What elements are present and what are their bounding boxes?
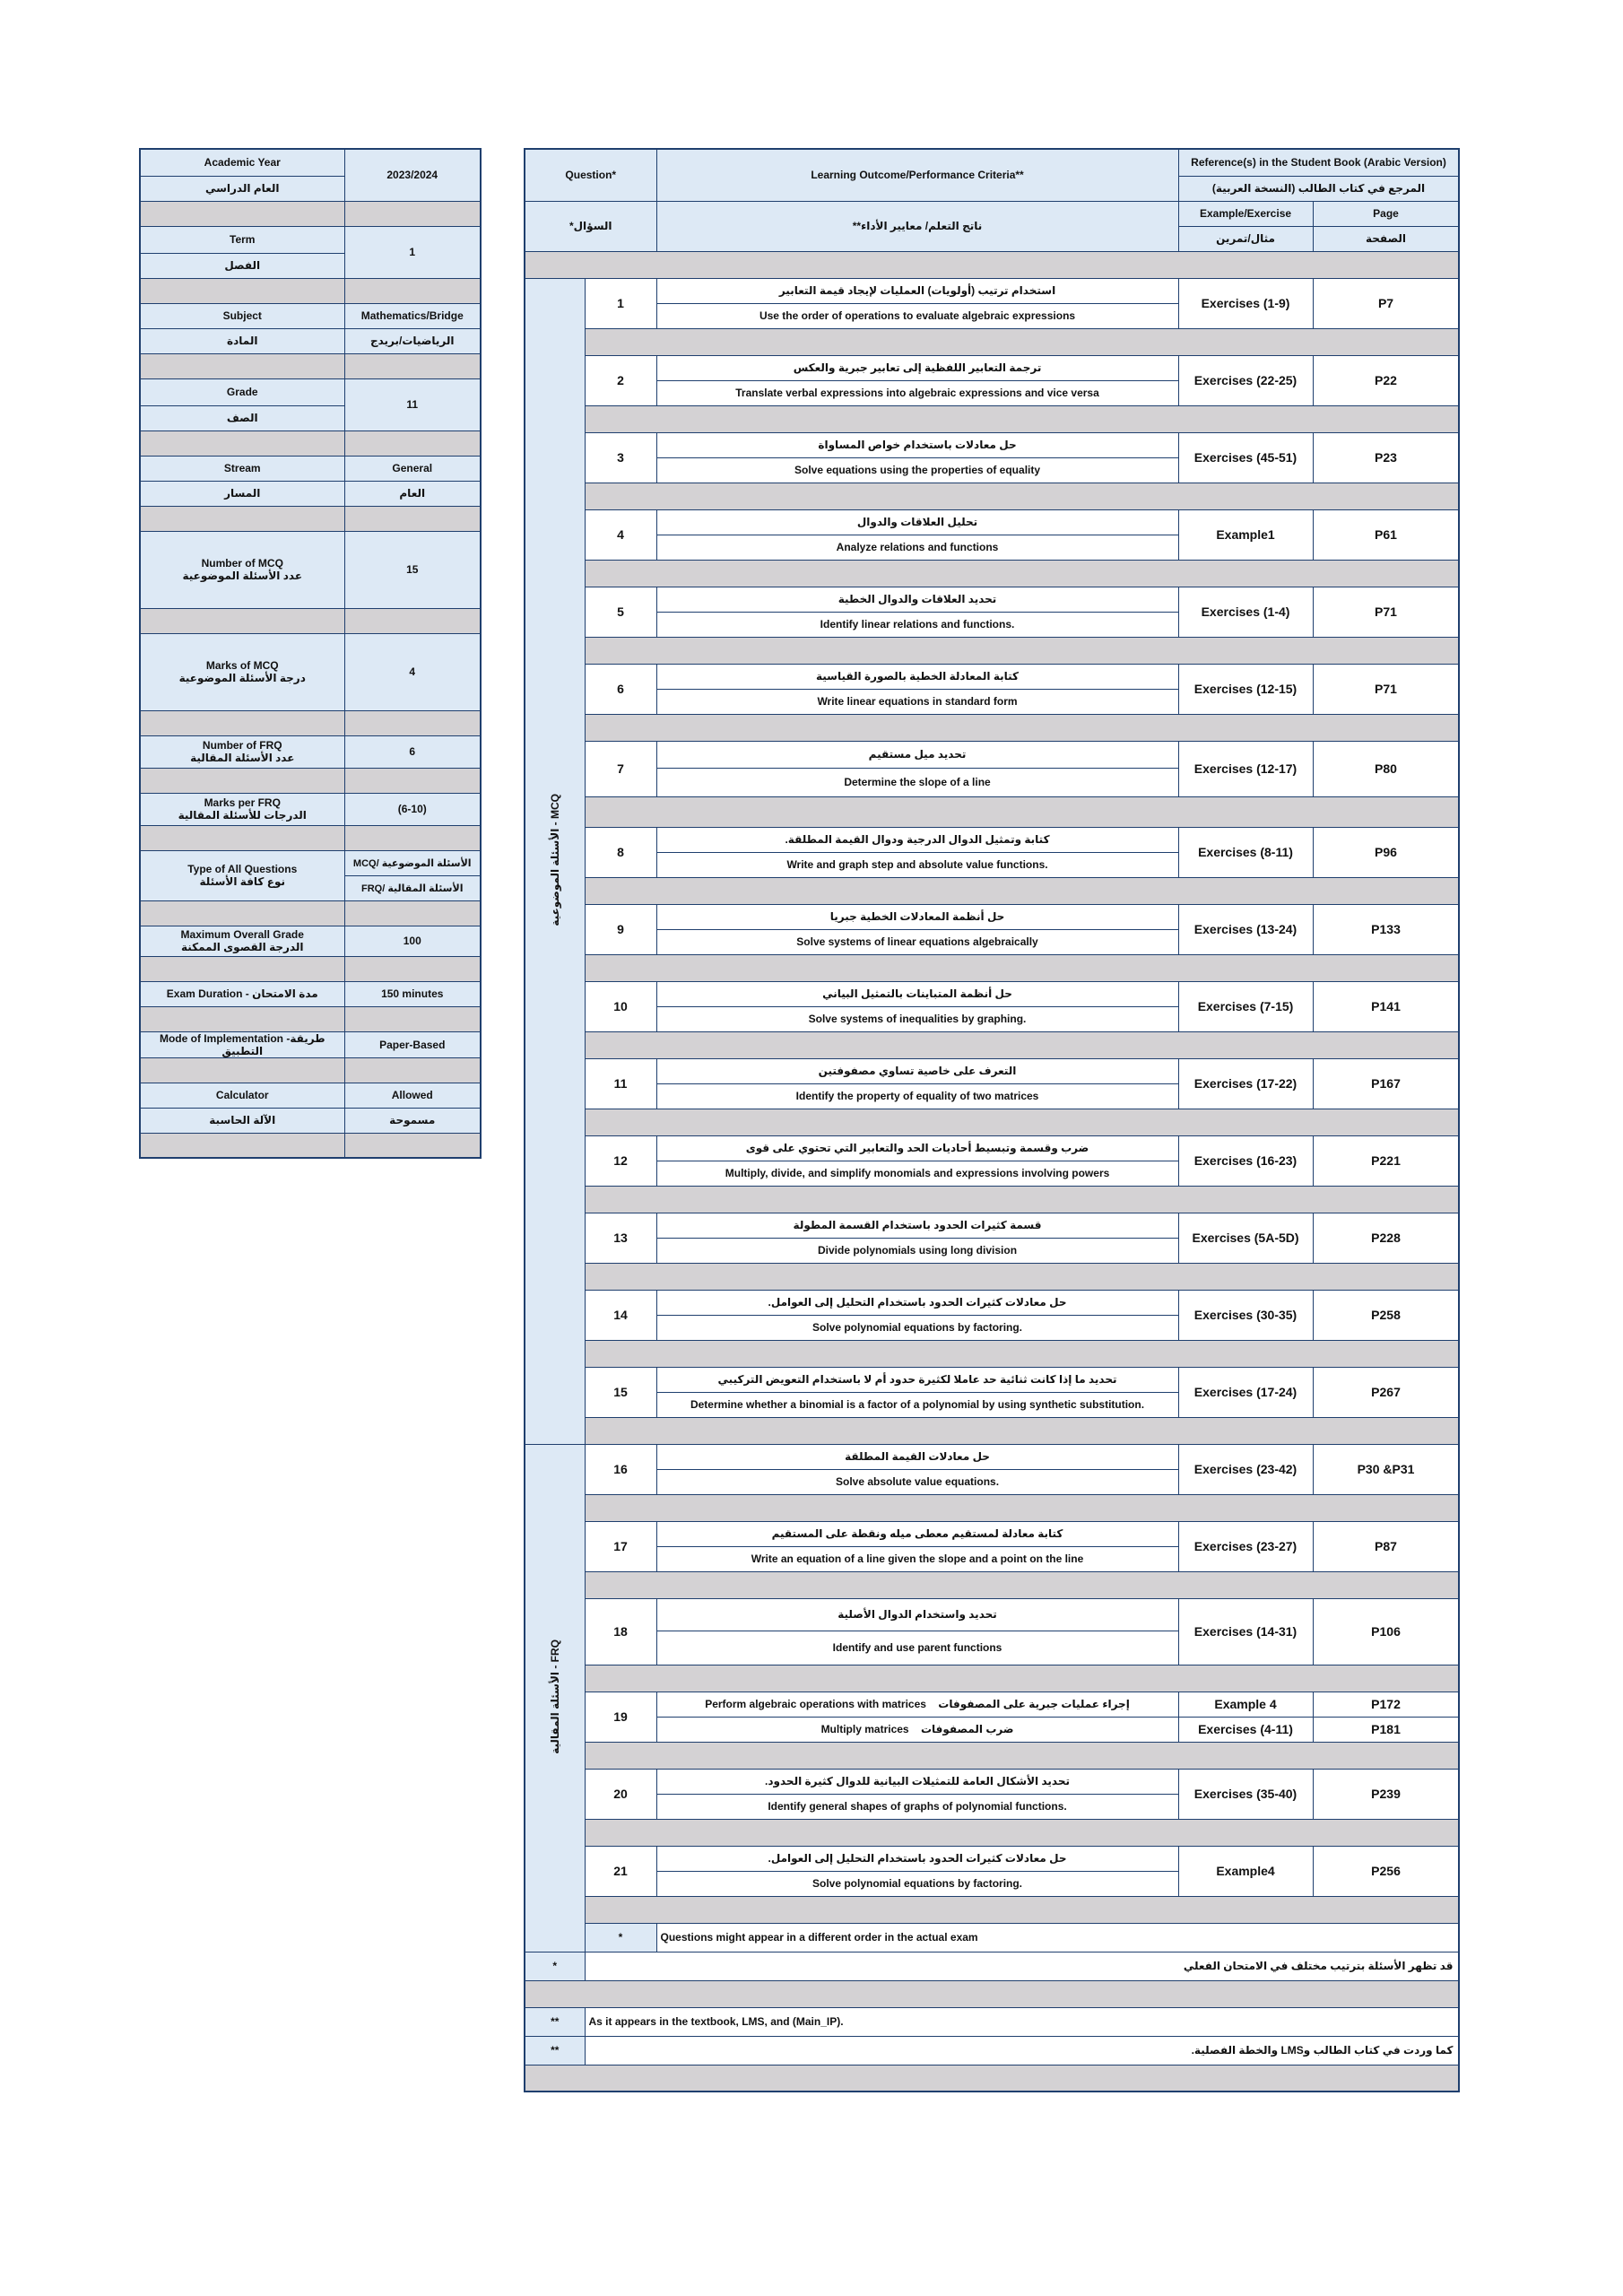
question-type-mcq: الأسئلة الموضوعية /MCQ <box>344 850 481 875</box>
reference-exercise: Exercises (7-15) <box>1178 981 1313 1031</box>
mode-value: Paper-Based <box>344 1031 481 1057</box>
calculator-label-ar: الآلة الحاسبة <box>140 1108 344 1133</box>
question-type-label: Type of All Questions نوع كافة الأسئلة <box>140 850 344 900</box>
outcome-ar: حل أنظمة المتباينات بالتمثيل البياني <box>656 981 1178 1006</box>
outcome-ar: ضرب وقسمة وتبسيط أحاديات الحد والتعابير التي تحتوي على قوى <box>656 1135 1178 1161</box>
reference-exercise: Exercises (23-42) <box>1178 1444 1313 1494</box>
outcome-en: Perform algebraic operations with matrices <box>705 1698 926 1710</box>
reference-page: P172 <box>1313 1692 1459 1717</box>
frq-number-label: Number of FRQ عدد الأسئلة المقالية <box>140 735 344 768</box>
question-number: 17 <box>585 1521 656 1571</box>
max-grade-value: 100 <box>344 926 481 956</box>
outcome-en: Write and graph step and absolute value functions. <box>656 852 1178 877</box>
grade-label: Grade <box>140 378 344 405</box>
reference-page: P71 <box>1313 587 1459 637</box>
question-number: 20 <box>585 1769 656 1819</box>
question-number: 3 <box>585 432 656 483</box>
note-marker: ** <box>525 2007 585 2036</box>
example-header-ar: مثال/تمرين <box>1178 226 1313 251</box>
outcome-header-ar: ناتج التعلم/ معايير الأداء** <box>656 201 1178 251</box>
note-source-en: As it appears in the textbook, LMS, and (Main_IP). <box>585 2007 1459 2036</box>
outcome-ar: كتابة المعادلة الخطية بالصورة القياسية <box>656 664 1178 689</box>
grade-value: 11 <box>344 378 481 430</box>
note-marker: * <box>525 1952 585 1980</box>
question-number: 16 <box>585 1444 656 1494</box>
question-number: 19 <box>585 1692 656 1742</box>
reference-page: P30 &P31 <box>1313 1444 1459 1494</box>
outcome-en: Use the order of operations to evaluate algebraic expressions <box>656 303 1178 328</box>
page-header: Page <box>1313 201 1459 226</box>
reference-page: P228 <box>1313 1213 1459 1263</box>
outcome-ar: ترجمة التعابير اللفظية إلى تعابير جبرية والعكس <box>656 355 1178 380</box>
mcq-number-label: Number of MCQ عدد الأسئلة الموضوعية <box>140 531 344 608</box>
outcome-en: Multiply, divide, and simplify monomials and expressions involving powers <box>656 1161 1178 1186</box>
reference-exercise: Exercises (30-35) <box>1178 1290 1313 1340</box>
mcq-section-label: الأسئلة الموضوعية - MCQ <box>548 793 561 926</box>
outcome-ar: تحديد ميل مستقيم <box>656 741 1178 768</box>
exam-info-table <box>139 148 482 1159</box>
reference-page: P71 <box>1313 664 1459 714</box>
outcome-ar: تحديد ما إذا كانت ثنائية حد عاملا لكثيرة حدود أم لا باستخدام التعويض التركيبي <box>656 1367 1178 1392</box>
reference-page: P256 <box>1313 1846 1459 1896</box>
reference-exercise: Exercises (1-4) <box>1178 587 1313 637</box>
reference-exercise: Exercises (17-24) <box>1178 1367 1313 1417</box>
outcome-ar: تحديد واستخدام الدوال الأصلية <box>656 1598 1178 1631</box>
outcome-en: Write linear equations in standard form <box>656 689 1178 714</box>
question-number: 21 <box>585 1846 656 1896</box>
frq-marks-value: (6-10) <box>344 793 481 825</box>
reference-page: P61 <box>1313 509 1459 560</box>
reference-page: P106 <box>1313 1598 1459 1665</box>
example-header: Example/Exercise <box>1178 201 1313 226</box>
frq-section <box>525 1444 585 1952</box>
outcome-ar: كتابة وتمثيل الدوال الدرجية ودوال القيمة المطلقة. <box>656 827 1178 852</box>
grade-label-ar: الصف <box>140 405 344 430</box>
reference-exercise: Exercises (12-17) <box>1178 741 1313 796</box>
reference-exercise: Exercises (23-27) <box>1178 1521 1313 1571</box>
question-number: 9 <box>585 904 656 954</box>
reference-page: P7 <box>1313 278 1459 328</box>
outcome-ar: تحديد العلاقات والدوال الخطية <box>656 587 1178 612</box>
mcq-section <box>525 278 585 1444</box>
outcome-en: Multiply matrices <box>820 1723 909 1735</box>
reference-exercise: Example 4 <box>1178 1692 1313 1717</box>
reference-page: P181 <box>1313 1717 1459 1742</box>
stream-value: General <box>344 456 481 481</box>
outcome-en: Write an equation of a line given the slope and a point on the line <box>656 1546 1178 1571</box>
reference-exercise: Exercises (12-15) <box>1178 664 1313 714</box>
question-number: 13 <box>585 1213 656 1263</box>
outcome-header: Learning Outcome/Performance Criteria** <box>656 149 1178 201</box>
mode-label: Mode of Implementation -طريقة التطبيق <box>140 1031 344 1057</box>
question-header: Question* <box>525 149 656 201</box>
subject-value: Mathematics/Bridge <box>344 303 481 328</box>
outcome-en: Solve systems of linear equations algebraically <box>656 929 1178 954</box>
question-number: 2 <box>585 355 656 405</box>
outcome-en: Solve polynomial equations by factoring. <box>656 1871 1178 1896</box>
outcome-ar: حل معادلات كثيرات الحدود باستخدام التحليل إلى العوامل. <box>656 1290 1178 1315</box>
question-number: 14 <box>585 1290 656 1340</box>
reference-exercise: Exercises (5A-5D) <box>1178 1213 1313 1263</box>
outcome-en: Solve equations using the properties of equality <box>656 457 1178 483</box>
outcome-en: Divide polynomials using long division <box>656 1238 1178 1263</box>
question-number: 5 <box>585 587 656 637</box>
outcome-en: Translate verbal expressions into algebraic expressions and vice versa <box>656 380 1178 405</box>
duration-label: Exam Duration - مدة الامتحان <box>140 981 344 1006</box>
note-source-ar: كما وردت في كتاب الطالب وLMS والخطة الفصلية. <box>585 2036 1459 2065</box>
term-label-ar: الفصل <box>140 253 344 278</box>
outcome-q19-row2 <box>656 1717 1178 1742</box>
outcome-ar: تحديد الأشكال العامة للتمثيلات البيانية للدوال كثيرة الحدود. <box>656 1769 1178 1794</box>
mcq-number-value: 15 <box>344 531 481 608</box>
academic-year-value: 2023/2024 <box>344 149 481 201</box>
outcome-ar: استخدام ترتيب (أولويات) العمليات لإيجاد قيمة التعابير <box>656 278 1178 303</box>
reference-page: P22 <box>1313 355 1459 405</box>
subject-value-ar: الرياضيات/بريدج <box>344 328 481 353</box>
outcome-en: Analyze relations and functions <box>656 535 1178 560</box>
outcome-en: Determine whether a binomial is a factor of a polynomial by using synthetic substitution. <box>656 1392 1178 1417</box>
learning-outcomes-table <box>524 148 1460 2092</box>
reference-page: P141 <box>1313 981 1459 1031</box>
reference-exercise: Exercises (1-9) <box>1178 278 1313 328</box>
outcome-en: Identify and use parent functions <box>656 1631 1178 1665</box>
note-marker: * <box>585 1923 656 1952</box>
reference-exercise: Exercises (13-24) <box>1178 904 1313 954</box>
reference-exercise: Exercises (22-25) <box>1178 355 1313 405</box>
outcome-q19-row1 <box>656 1692 1178 1717</box>
academic-year-label: Academic Year <box>140 149 344 176</box>
question-number: 18 <box>585 1598 656 1665</box>
reference-page: P87 <box>1313 1521 1459 1571</box>
outcome-ar: التعرف على خاصية تساوي مصفوفتين <box>656 1058 1178 1083</box>
reference-exercise: Exercises (17-22) <box>1178 1058 1313 1109</box>
question-number: 1 <box>585 278 656 328</box>
outcome-ar: ضرب المصفوفات <box>920 1723 1014 1735</box>
question-number: 15 <box>585 1367 656 1417</box>
reference-page: P133 <box>1313 904 1459 954</box>
mcq-marks-value: 4 <box>344 633 481 710</box>
calculator-value-ar: مسموحة <box>344 1108 481 1133</box>
reference-page: P239 <box>1313 1769 1459 1819</box>
reference-exercise: Exercises (45-51) <box>1178 432 1313 483</box>
question-type-frq: الأسئلة المقالية /FRQ <box>344 875 481 900</box>
reference-page: P167 <box>1313 1058 1459 1109</box>
reference-page: P258 <box>1313 1290 1459 1340</box>
subject-label: Subject <box>140 303 344 328</box>
page-header-ar: الصفحة <box>1313 226 1459 251</box>
subject-label-ar: المادة <box>140 328 344 353</box>
outcome-ar: حل معادلات القيمة المطلقة <box>656 1444 1178 1469</box>
question-number: 12 <box>585 1135 656 1186</box>
note-order-en: Questions might appear in a different order in the actual exam <box>656 1923 1459 1952</box>
term-label: Term <box>140 226 344 253</box>
outcome-ar: حل معادلات كثيرات الحدود باستخدام التحليل إلى العوامل. <box>656 1846 1178 1871</box>
reference-header: Reference(s) in the Student Book (Arabic Version) <box>1178 149 1459 176</box>
question-number: 4 <box>585 509 656 560</box>
outcome-en: Identify general shapes of graphs of polynomial functions. <box>656 1794 1178 1819</box>
stream-label-ar: المسار <box>140 481 344 506</box>
frq-marks-label: Marks per FRQ الدرجات للأسئلة المقالية <box>140 793 344 825</box>
reference-exercise: Exercises (16-23) <box>1178 1135 1313 1186</box>
outcome-ar: إجراء عمليات جبرية على المصفوفات <box>938 1698 1130 1710</box>
note-order-ar: قد تظهر الأسئلة بترتيب مختلف في الامتحان الفعلي <box>585 1952 1459 1980</box>
term-value: 1 <box>344 226 481 278</box>
question-number: 11 <box>585 1058 656 1109</box>
question-header-ar: السؤال* <box>525 201 656 251</box>
reference-exercise: Exercises (35-40) <box>1178 1769 1313 1819</box>
outcome-ar: كتابة معادلة لمستقيم معطى ميله ونقطة على المستقيم <box>656 1521 1178 1546</box>
reference-page: P96 <box>1313 827 1459 877</box>
duration-value: 150 minutes <box>344 981 481 1006</box>
outcome-en: Solve systems of inequalities by graphing. <box>656 1006 1178 1031</box>
reference-page: P221 <box>1313 1135 1459 1186</box>
outcome-ar: قسمة كثيرات الحدود باستخدام القسمة المطولة <box>656 1213 1178 1238</box>
outcome-en: Solve polynomial equations by factoring. <box>656 1315 1178 1340</box>
outcome-ar: حل أنظمة المعادلات الخطية جبريا <box>656 904 1178 929</box>
reference-exercise: Exercises (14-31) <box>1178 1598 1313 1665</box>
academic-year-label-ar: العام الدراسي <box>140 176 344 201</box>
question-number: 10 <box>585 981 656 1031</box>
stream-value-ar: العام <box>344 481 481 506</box>
mcq-marks-label: Marks of MCQ درجة الأسئلة الموضوعية <box>140 633 344 710</box>
outcome-en: Identify linear relations and functions. <box>656 612 1178 637</box>
question-number: 8 <box>585 827 656 877</box>
note-marker: ** <box>525 2036 585 2065</box>
frq-section-label: الأسئلة المقالية - FRQ <box>548 1639 561 1754</box>
reference-page: P23 <box>1313 432 1459 483</box>
reference-page: P80 <box>1313 741 1459 796</box>
reference-header-ar: المرجع في كتاب الطالب (النسخة العربية) <box>1178 176 1459 201</box>
outcome-ar: تحليل العلاقات والدوال <box>656 509 1178 535</box>
reference-exercise: Exercises (4-11) <box>1178 1717 1313 1742</box>
outcome-ar: حل معادلات باستخدام خواص المساواة <box>656 432 1178 457</box>
max-grade-label: Maximum Overall Grade الدرجة القصوى الممكنة <box>140 926 344 956</box>
outcome-en: Solve absolute value equations. <box>656 1469 1178 1494</box>
reference-exercise: Exercises (8-11) <box>1178 827 1313 877</box>
reference-exercise: Example4 <box>1178 1846 1313 1896</box>
question-number: 7 <box>585 741 656 796</box>
reference-exercise: Example1 <box>1178 509 1313 560</box>
stream-label: Stream <box>140 456 344 481</box>
calculator-value: Allowed <box>344 1083 481 1108</box>
outcome-en: Determine the slope of a line <box>656 768 1178 796</box>
outcome-en: Identify the property of equality of two matrices <box>656 1083 1178 1109</box>
reference-page: P267 <box>1313 1367 1459 1417</box>
frq-number-value: 6 <box>344 735 481 768</box>
question-number: 6 <box>585 664 656 714</box>
calculator-label: Calculator <box>140 1083 344 1108</box>
